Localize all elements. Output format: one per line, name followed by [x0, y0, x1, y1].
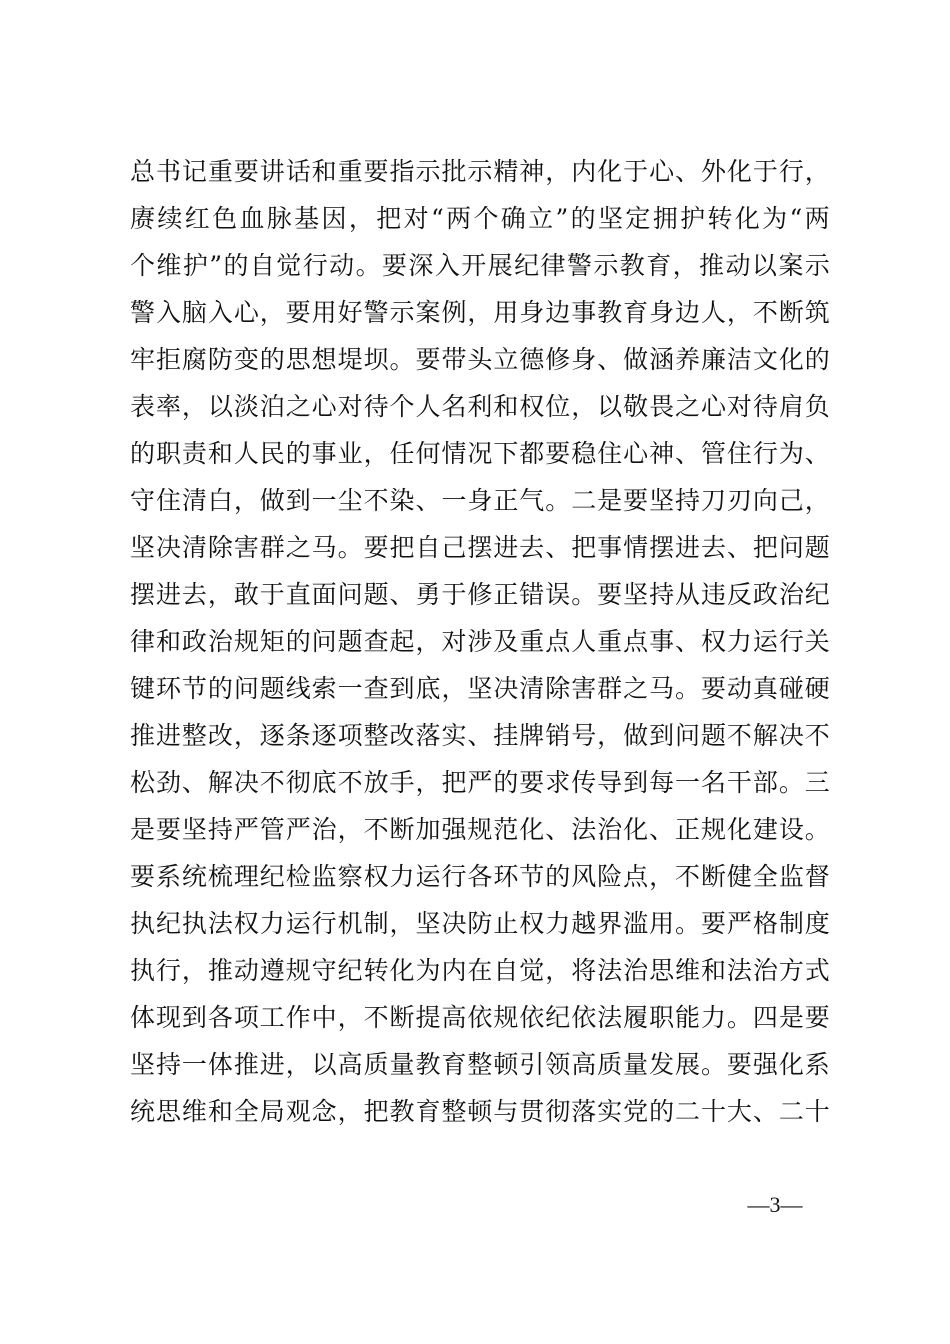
text-line: 摆 进 去 ， 敢 于 直 面 问 题 、 勇 于 修 正 错 误 。 要 坚 持 从 违 反 政 治 纪 — [130, 580, 830, 609]
text-line: 表 率 ， 以 淡 泊 之 心 对 待 个 人 名 利 和 权 位 ， 以 敬 畏 之 心 对 待 肩 负 — [130, 392, 830, 421]
text-line: 松 劲 、 解 决 不 彻 底 不 放 手 ， 把 严 的 要 求 传 导 到 每 一 名 干 部 。 三 — [130, 768, 830, 797]
text-line: 执 纪 执 法 权 力 运 行 机 制 ， 坚 决 防 止 权 力 越 界 滥 用 。 要 严 格 制 度 — [130, 909, 830, 938]
text-line: 的 职 责 和 人 民 的 事 业 ， 任 何 情 况 下 都 要 稳 住 心 神 、 管 住 行 为 、 — [130, 439, 830, 468]
page-number: —3— — [747, 1192, 803, 1217]
text-line: 赓 续 红 色 血 脉 基 因 ， 把 对 “ 两 个 确 立 ” 的 坚 定 拥 护 转 化 为 “ 两 — [130, 204, 830, 233]
text-line: 是 要 坚 持 严 管 严 治 ， 不 断 加 强 规 范 化 、 法 治 化 、 正 规 化 建 设 。 — [130, 815, 830, 844]
text-line: 要 系 统 梳 理 纪 检 监 察 权 力 运 行 各 环 节 的 风 险 点 ， 不 断 健 全 监 督 — [130, 862, 830, 891]
text-line: 守 住 清 白 ， 做 到 一 尘 不 染 、 一 身 正 气 。 二 是 要 坚 持 刀 刃 向 己 ， — [130, 486, 830, 515]
body-text — [130, 152, 830, 1139]
text-line: 牢 拒 腐 防 变 的 思 想 堤 坝 。 要 带 头 立 德 修 身 、 做 涵 养 廉 洁 文 化 的 — [130, 345, 830, 374]
text-line: 警 入 脑 入 心 ， 要 用 好 警 示 案 例 ， 用 身 边 事 教 育 身 边 人 ， 不 断 筑 — [130, 298, 830, 327]
text-line: 执 行 ， 推 动 遵 规 守 纪 转 化 为 内 在 自 觉 ， 将 法 治 思 维 和 法 治 方 式 — [130, 956, 830, 985]
text-line: 个 维 护 ” 的 自 觉 行 动 。 要 深 入 开 展 纪 律 警 示 教 育 ， 推 动 以 案 示 — [130, 251, 830, 280]
text-line: 坚 持 一 体 推 进 ， 以 高 质 量 教 育 整 顿 引 领 高 质 量 发 展 。 要 强 化 系 — [130, 1050, 830, 1079]
text-line: 坚 决 清 除 害 群 之 马 。 要 把 自 己 摆 进 去 、 把 事 情 摆 进 去 、 把 问 题 — [130, 533, 830, 562]
text-line: 体 现 到 各 项 工 作 中 ， 不 断 提 高 依 规 依 纪 依 法 履 职 能 力 。 四 是 要 — [130, 1003, 830, 1032]
text-line: 推 进 整 改 ， 逐 条 逐 项 整 改 落 实 、 挂 牌 销 号 ， 做 到 问 题 不 解 决 不 — [130, 721, 830, 750]
text-line: 总 书 记 重 要 讲 话 和 重 要 指 示 批 示 精 神 ， 内 化 于 心 、 外 化 于 行 ， — [130, 157, 830, 186]
text-line: 键 环 节 的 问 题 线 索 一 查 到 底 ， 坚 决 清 除 害 群 之 马 。 要 动 真 碰 硬 — [130, 674, 830, 703]
text-line: 律 和 政 治 规 矩 的 问 题 查 起 ， 对 涉 及 重 点 人 重 点 事 、 权 力 运 行 关 — [130, 627, 830, 656]
text-line: 统 思 维 和 全 局 观 念 ， 把 教 育 整 顿 与 贯 彻 落 实 党 的 二 十 大 、 二 十 — [130, 1097, 830, 1126]
